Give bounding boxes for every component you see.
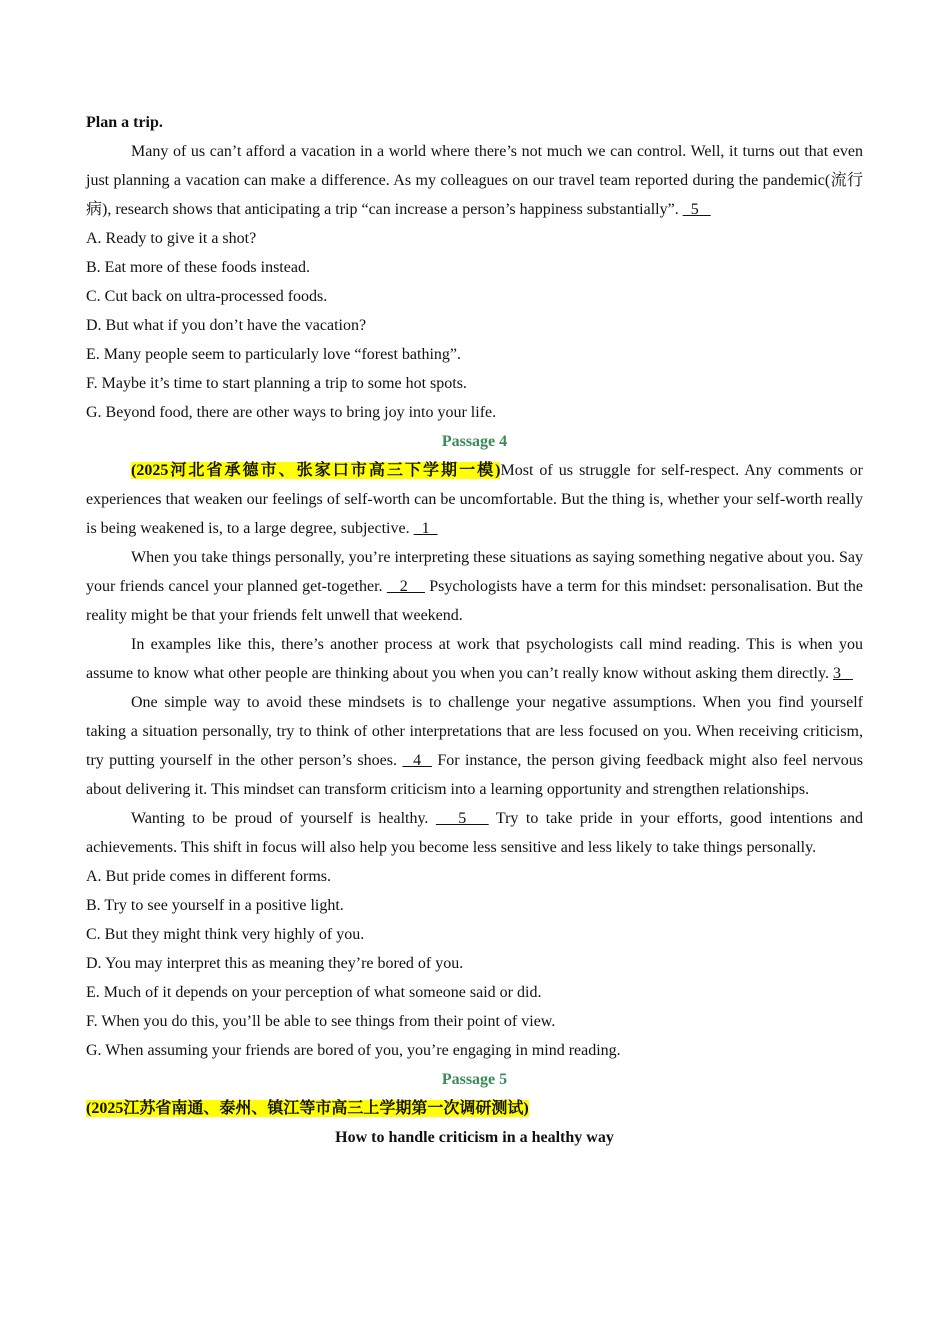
option: A. Ready to give it a shot? (86, 230, 257, 247)
answer-blank: 2 (386, 578, 425, 595)
paragraph-text: Many of us can’t afford a vacation in a world where there’s not much we can control. Well, it turns out that even just planning a vacation can make a difference. As my colleagues on our travel team reported during the pandemic(流行病), research shows that anticipating a trip “can increase a person’s happiness substantially”. (86, 143, 863, 218)
option: F. Maybe it’s time to start planning a trip to some hot spots. (86, 375, 467, 392)
option: F. When you do this, you’ll be able to see things from their point of view. (86, 1013, 556, 1030)
source-highlight: (2025江苏省南通、泰州、镇江等市高三上学期第一次调研测试) (86, 1100, 529, 1117)
paragraph (86, 688, 863, 804)
answer-blank: 4 (402, 752, 432, 769)
paragraph (86, 804, 863, 862)
article-title: How to handle criticism in a healthy way (335, 1129, 614, 1146)
option: A. But pride comes in different forms. (86, 868, 331, 885)
passage-title: Passage 4 (441, 433, 508, 450)
answer-blank: 3 (832, 665, 853, 682)
option: D. But what if you don’t have the vacation? (86, 317, 367, 334)
paragraph (86, 543, 863, 630)
paragraph-text: In examples like this, there’s another process at work that psychologists call mind reading. This is when you assume to know what other people are thinking about you when you can’t really know without asking them directly. (86, 636, 863, 682)
paragraph-text: Psychologists have a term for this mindset: personalisation. But the reality might be that your friends felt unwell that weekend. (86, 578, 864, 624)
option: E. Many people seem to particularly love “forest bathing”. (86, 346, 461, 363)
paragraph (86, 456, 863, 543)
paragraph (86, 630, 863, 688)
paragraph-text: Wanting to be proud of yourself is healthy. (131, 810, 429, 827)
option: C. Cut back on ultra-processed foods. (86, 288, 328, 305)
paragraph-text: For instance, the person giving feedback might also feel nervous about delivering it. This mindset can transform criticism into a learning opportunity and strengthen relationships. (86, 752, 864, 798)
paragraph-text: One simple way to avoid these mindsets is to challenge your negative assumptions. When you find yourself taking a situation personally, try to think of other interpretations that are less focused on you. When receiving criticism, try putting yourself in the other person’s shoes. (86, 694, 863, 769)
paragraph-text: Try to take pride in your efforts, good intentions and achievements. This shift in focus will also help you become less sensitive and less likely to take things personally. (86, 810, 864, 856)
paragraph-text: Most of us struggle for self-respect. Any comments or experiences that weaken our feelings of self-worth can be uncomfortable. But the thing is, whether your self-worth really is being weakened is, to a large degree, subjective. (86, 462, 863, 537)
option: D. You may interpret this as meaning they’re bored of you. (86, 955, 464, 972)
passage-title: Passage 5 (441, 1071, 508, 1088)
answer-blank: 1 (413, 520, 438, 537)
answer-blank: 5 (682, 201, 711, 218)
paragraph (86, 137, 863, 224)
option: C. But they might think very highly of you. (86, 926, 365, 943)
option: E. Much of it depends on your perception of what someone said or did. (86, 984, 542, 1001)
source-line (86, 1094, 863, 1123)
answer-blank: 5 (435, 810, 489, 827)
paragraph-text: When you take things personally, you’re interpreting these situations as saying something negative about you. Say your friends cancel your planned get-together. (86, 549, 863, 595)
section-heading: Plan a trip. (86, 114, 163, 131)
option: B. Eat more of these foods instead. (86, 259, 310, 276)
document-page (86, 108, 863, 1152)
option: B. Try to see yourself in a positive light. (86, 897, 344, 914)
source-highlight: (2025河北省承德市、张家口市高三下学期一模) (131, 462, 501, 479)
option: G. When assuming your friends are bored of you, you’re engaging in mind reading. (86, 1042, 621, 1059)
option: G. Beyond food, there are other ways to bring joy into your life. (86, 404, 497, 421)
